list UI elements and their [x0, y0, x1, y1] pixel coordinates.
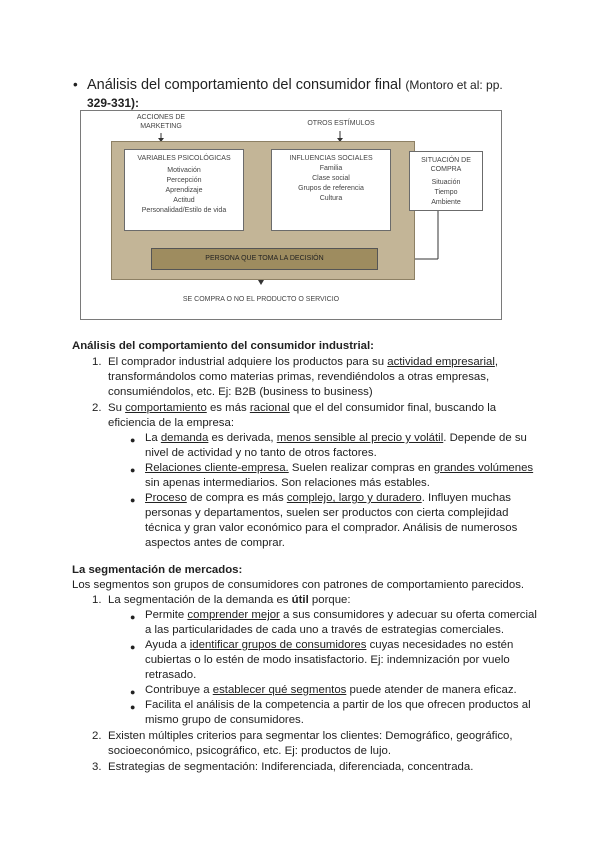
variables-title: VARIABLES PSICOLÓGICAS — [137, 155, 231, 162]
variable-item: Motivación — [167, 167, 201, 174]
industrial-sub-3-line3: técnica y gran valor económico para el comprador. Análisis de numerosos — [145, 522, 518, 534]
segmentacion-item-2-line2: socioeconómico, psicográfico, etc. Ej: productos de lujo. — [108, 745, 392, 757]
list-number: 2. — [92, 402, 102, 414]
segmentacion-item-3: Estrategias de segmentación: Indiferenciada, diferenciada, concentrada. — [108, 761, 474, 773]
influencias-sociales-box — [271, 149, 391, 231]
consumer-behavior-diagram — [80, 110, 502, 320]
segmentacion-sub-2: Ayuda a identificar grupos de consumidores cuyas necesidades no estén — [145, 639, 514, 651]
persona-decision-bar — [151, 248, 378, 270]
influencias-title: INFLUENCIAS SOCIALES — [289, 155, 373, 162]
bullet-dot: ● — [130, 435, 136, 445]
list-number: 2. — [92, 730, 102, 742]
variable-item: Personalidad/Estilo de vida — [141, 207, 227, 214]
industrial-sub-2-line2: sin apenas intermediarios. Son relaciones más estables. — [145, 477, 430, 489]
industrial-item-1: El comprador industrial adquiere los productos para su actividad empresarial, — [108, 356, 499, 368]
influencia-item: Familia — [319, 165, 343, 172]
segmentacion-title: La segmentación de mercados: — [72, 564, 243, 576]
acciones-label: ACCIONES DE MARKETING — [136, 114, 186, 130]
result-label: SE COMPRA O NO EL PRODUCTO O SERVICIO — [182, 296, 340, 303]
bullet-dot: ● — [130, 465, 136, 475]
industrial-sub-3-line4: aspectos antes de comprar. — [145, 537, 285, 549]
variable-item: Percepción — [166, 177, 202, 184]
list-number: 1. — [92, 594, 102, 606]
industrial-item-2: Su comportamiento es más racional que el del consumidor final, buscando la — [108, 402, 497, 414]
segmentacion-sub-3: Contribuye a establecer qué segmentos puede atender de manera eficaz. — [145, 684, 517, 696]
segmentacion-intro: Los segmentos son grupos de consumidores con patrones de comportamiento parecidos. — [72, 579, 525, 591]
industrial-item-2-line2: eficiencia de la empresa: — [108, 417, 234, 429]
industrial-sub-1: La demanda es derivada, menos sensible al precio y volátil. Depende de su — [145, 432, 527, 444]
segmentacion-sub-1-line2: a las particularidades de cada uno a través de estrategias comerciales. — [145, 624, 505, 636]
segmentacion-sub-2-line2: cubiertas o lo estén de modo insatisfactorio. Ej: indemnización por vuelo — [145, 654, 510, 666]
influencia-item: Clase social — [312, 175, 350, 182]
industrial-sub-2: Relaciones cliente-empresa. Suelen realizar compras en grandes volúmenes — [145, 462, 534, 474]
bullet-dot: ● — [130, 495, 136, 505]
bullet-dot: ● — [130, 642, 136, 652]
influencia-item: Cultura — [319, 195, 343, 202]
situacion-title: SITUACIÓN DE COMPRA — [421, 157, 471, 173]
variable-item: Aprendizaje — [165, 187, 203, 194]
bullet-dot: ● — [130, 687, 136, 697]
industrial-title: Análisis del comportamiento del consumidor industrial: — [72, 340, 374, 352]
situacion-item: Ambiente — [431, 199, 461, 206]
situacion-item: Tiempo — [434, 189, 458, 196]
otros-label: OTROS ESTÍMULOS — [307, 120, 375, 127]
industrial-item-1-line3: consumiéndolos, etc. Ej: B2B (business to business) — [108, 386, 373, 398]
persona-label: PERSONA QUE TOMA LA DECISIÓN — [205, 255, 324, 262]
heading-reference-pages: 329-331): — [87, 96, 140, 110]
industrial-sub-1-line2: nivel de actividad y no tanto de otros factores. — [145, 447, 377, 459]
segmentacion-item-1: La segmentación de la demanda es útil porque: — [108, 594, 351, 606]
heading-reference: (Montoro et al: pp. — [405, 78, 503, 92]
list-number: 3. — [92, 761, 102, 773]
industrial-item-1-line2: transformándolos como materias primas, revendiéndolos a otras empresas, — [108, 371, 490, 383]
segmentacion-sub-4: Facilita el análisis de la competencia a partir de los que ofrecen productos al — [145, 699, 531, 711]
segmentacion-sub-2-line3: retrasado. — [145, 669, 197, 681]
segmentacion-item-2: Existen múltiples criterios para segmentar los clientes: Demográfico, geográfico, — [108, 730, 513, 742]
variable-item: Actitud — [173, 197, 195, 204]
bullet-dot: ● — [130, 612, 136, 622]
industrial-sub-3: Proceso de compra es más complejo, largo y duradero. Influyen muchas — [145, 492, 511, 504]
list-number: 1. — [92, 356, 102, 368]
influencia-item: Grupos de referencia — [298, 185, 364, 192]
variables-psicologicas-box — [124, 149, 244, 231]
segmentacion-sub-4-line2: mismo grupo de consumidores. — [145, 714, 304, 726]
heading-title: Análisis del comportamiento del consumidor final — [87, 77, 402, 93]
bullet-dot: ● — [130, 702, 136, 712]
heading-bullet: • — [73, 77, 78, 92]
diagram-heading — [73, 76, 543, 112]
situacion-item: Situación — [431, 179, 461, 186]
situacion-compra-box — [409, 151, 483, 211]
segmentacion-sub-1: Permite comprender mejor a sus consumidores y adecuar su oferta comercial — [145, 609, 537, 621]
industrial-sub-3-line2: personas y departamentos, suelen ser productos con cierta complejidad — [145, 507, 509, 519]
